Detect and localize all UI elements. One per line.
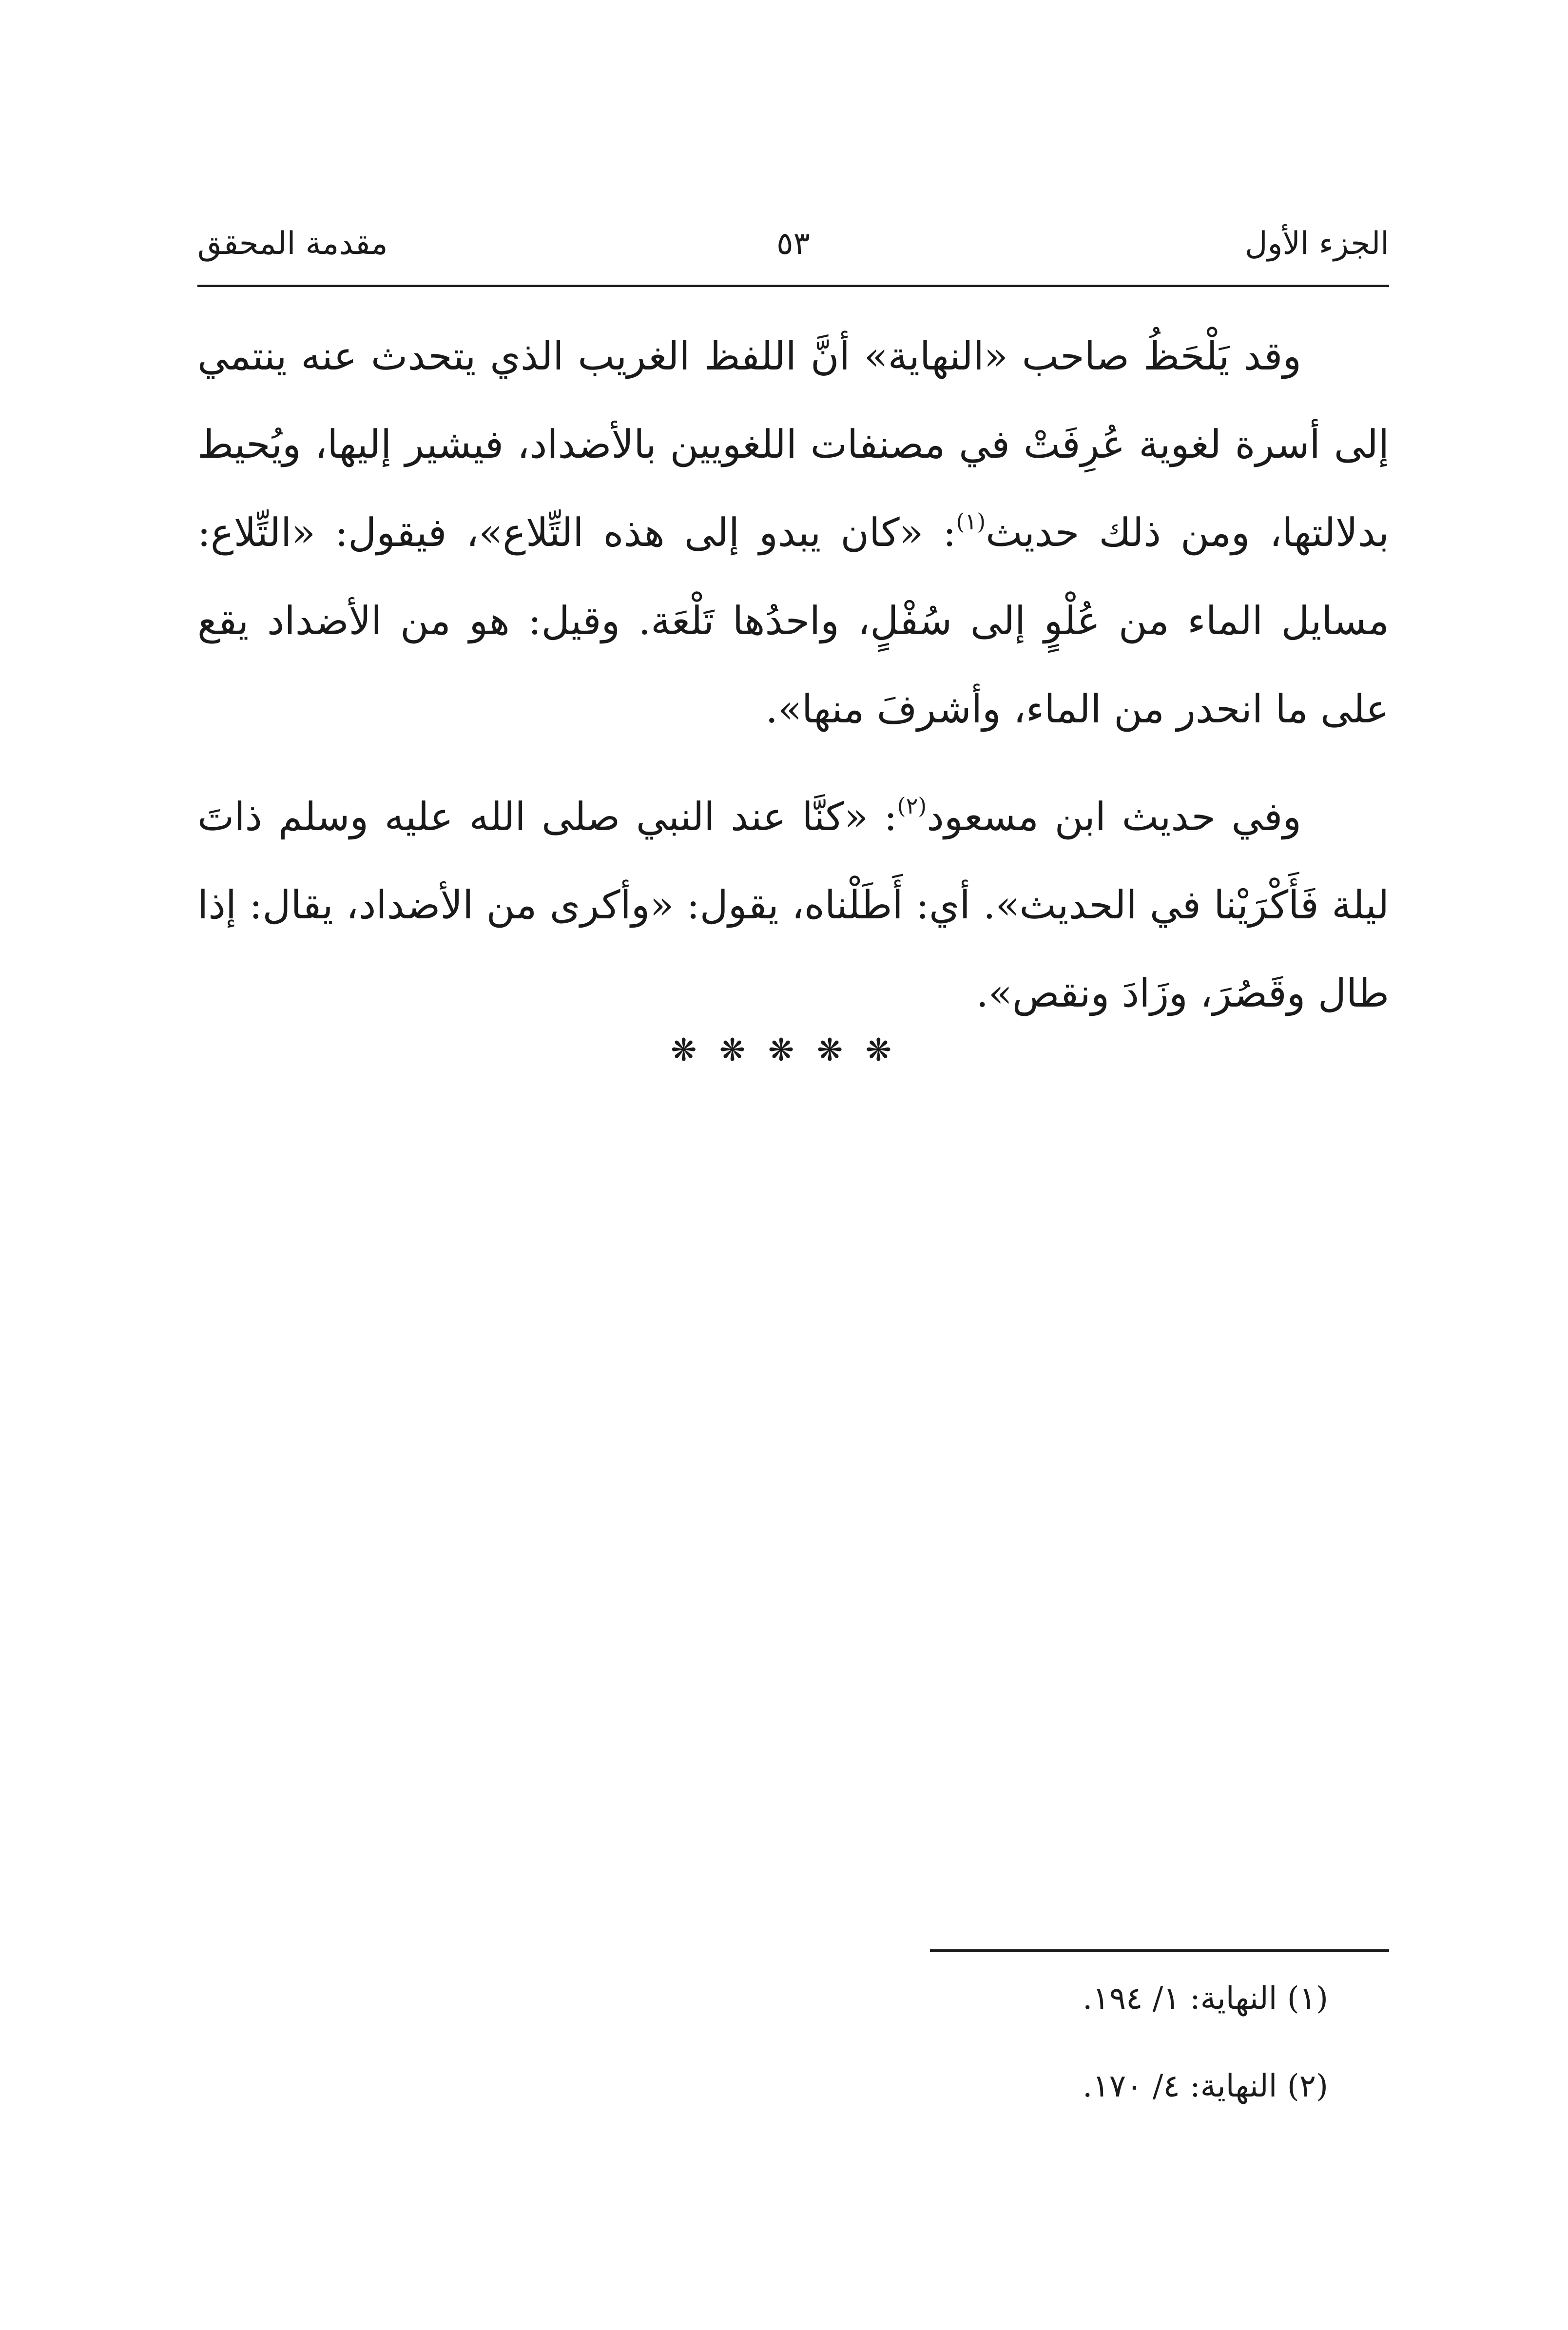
- page-number: ٥٣: [776, 226, 810, 262]
- section-separator: ❋ ❋ ❋ ❋ ❋: [670, 1032, 898, 1068]
- section-title: مقدمة المحقق: [197, 226, 388, 262]
- paragraph-1-text-b: : «كان يبدو إلى هذه التِّلاع»، فيقول: «التِّلاع: مسايل الماء من عُلْوٍ إلى سُفْلٍ، واحدُها تَلْعَة. وقيل: هو من الأضداد يقع على ما انحدر من الماء، وأشرفَ منها».: [197, 510, 1389, 732]
- paragraph-2-text-a: وفي حديث ابن مسعود: [927, 794, 1302, 839]
- volume-title: الجزء الأول: [1244, 226, 1389, 262]
- paragraph-2: [197, 773, 1389, 1037]
- footnote-ref-2: (٢): [897, 793, 927, 819]
- main-text: [197, 312, 1389, 1037]
- footnote-divider: [930, 1949, 1389, 1952]
- footnotes: [197, 1974, 1328, 2150]
- paragraph-1: [197, 312, 1389, 753]
- paragraph-1-text-a: وقد يَلْحَظُ صاحب «النهاية» أنَّ اللفظ الغريب الذي يتحدث عنه ينتمي إلى أسرة لغوية عُرِفَتْ في مصنفات اللغويين بالأضداد، فيشير إليها، ويُحيط بدلالتها، ومن ذلك حديث: [197, 333, 1390, 555]
- header-divider: [197, 285, 1389, 287]
- paragraph-2-text-b: : «كنَّا عند النبي صلى الله عليه وسلم ذاتَ ليلة فَأَكْرَيْنا في الحديث». أي: أَطَلْناه، يقول: «وأكرى من الأضداد، يقال: إذا طال وقَصُرَ، وزَادَ ونقص».: [197, 794, 1389, 1016]
- footnote-ref-1: (١): [956, 508, 986, 535]
- running-header: [197, 210, 1389, 278]
- footnote-1: (١) النهاية: ١/ ١٩٤.: [1082, 1980, 1328, 2017]
- footnote-2: (٢) النهاية: ٤/ ١٧٠.: [1082, 2068, 1328, 2104]
